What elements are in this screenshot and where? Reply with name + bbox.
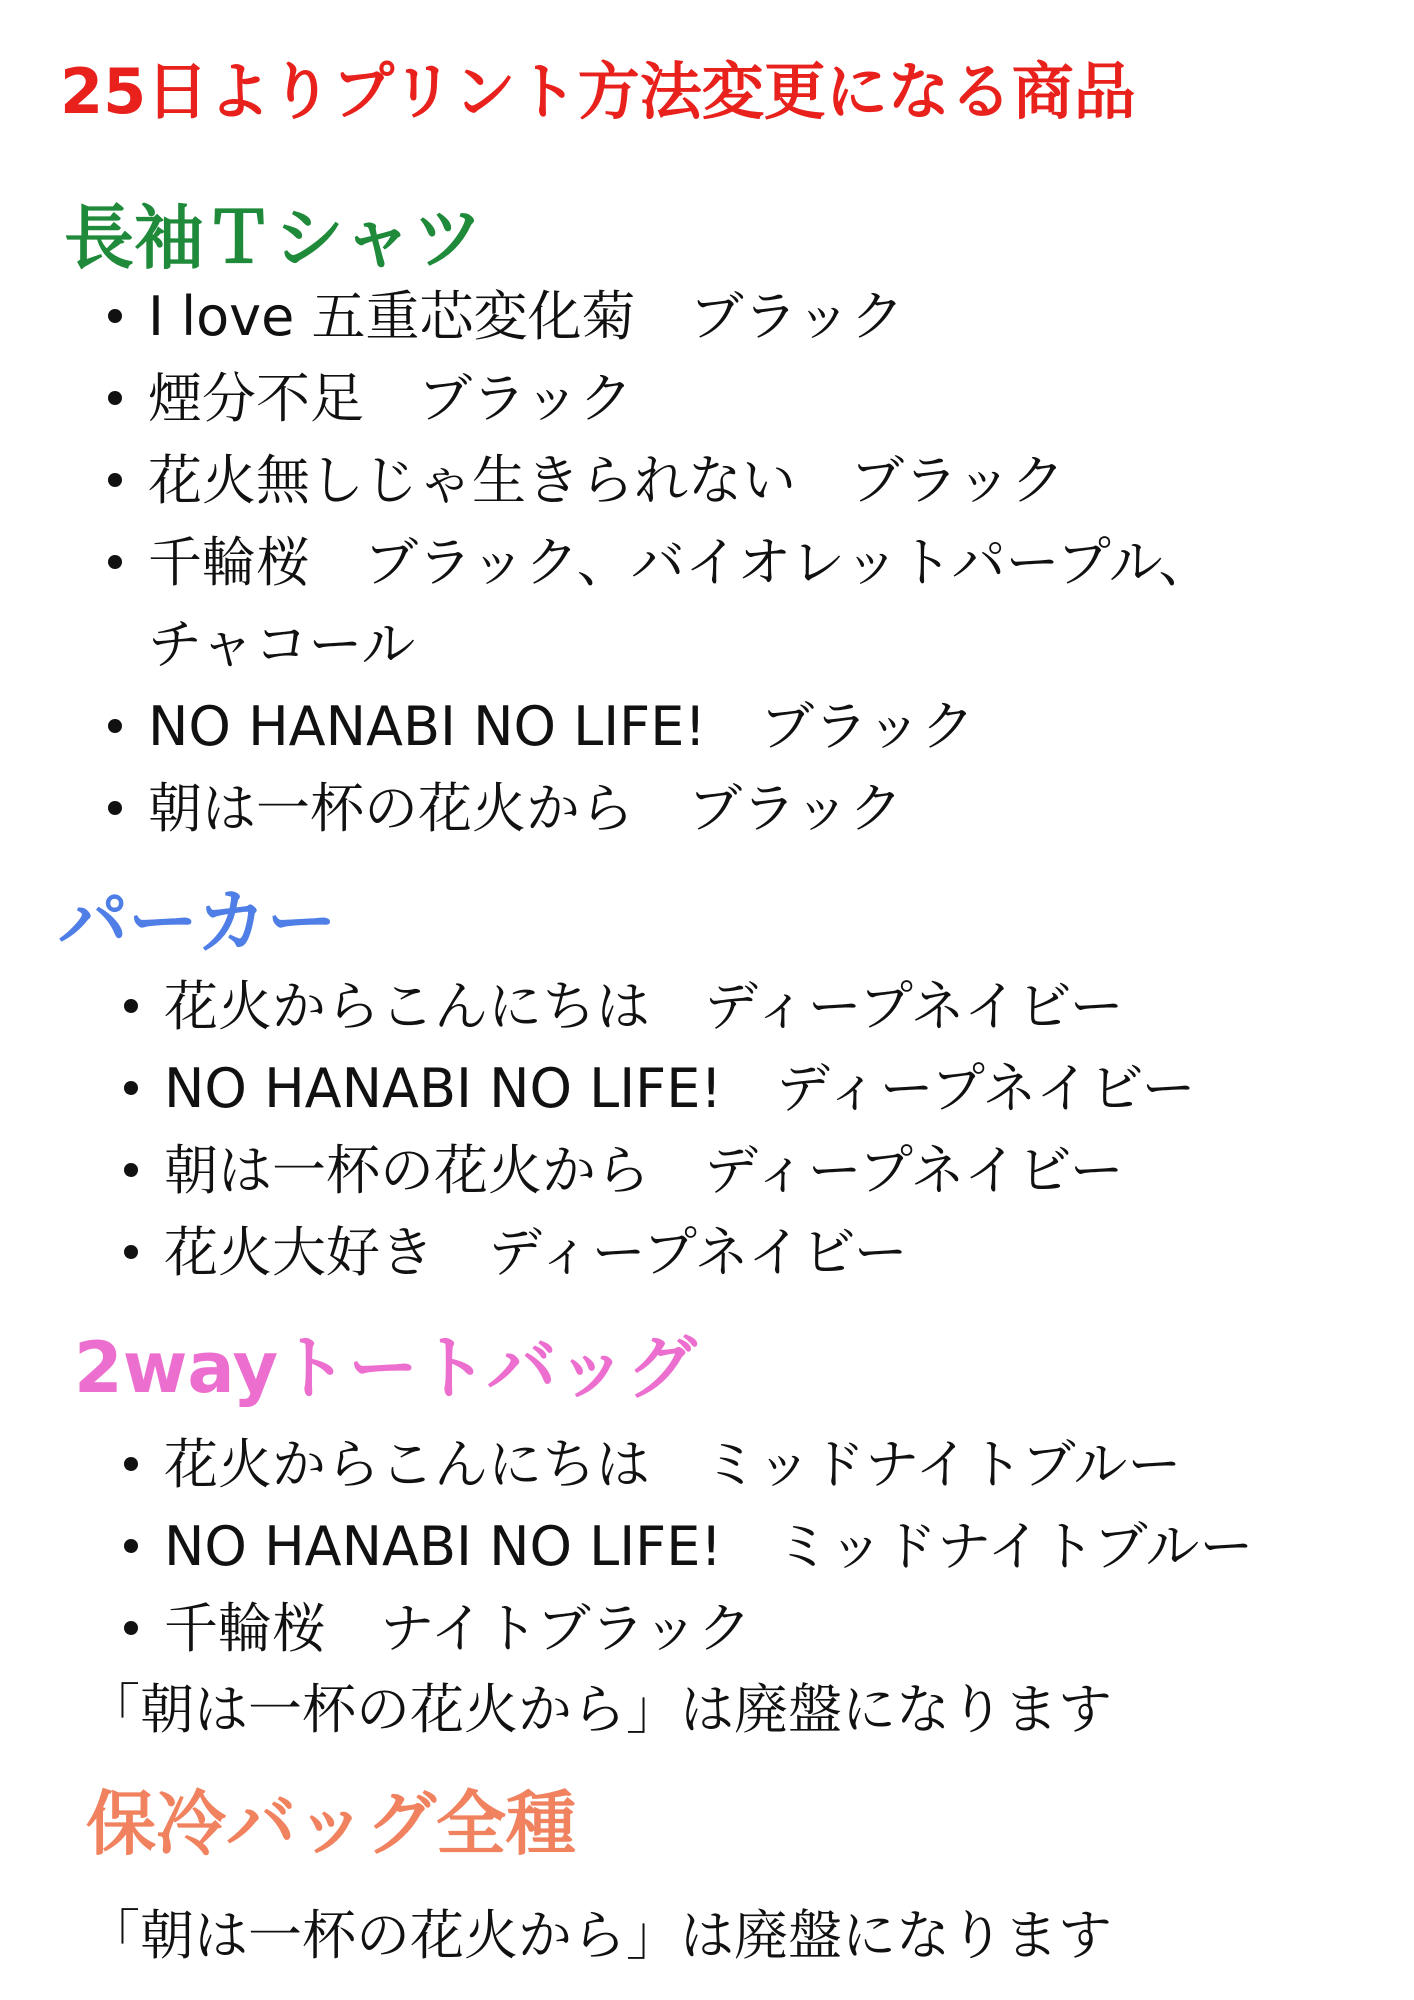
- list-item-label: 朝は一杯の花火から ディープネイビー: [164, 1139, 1124, 1202]
- page-title: 25日よりプリント方法変更になる商品: [60, 55, 1136, 128]
- list-item: [164, 1424, 1253, 1506]
- list-item: [148, 440, 1212, 522]
- bullet-icon: [124, 1163, 138, 1177]
- tote-bag-list: [164, 1424, 1253, 1670]
- list-item-label: 花火大好き ディープネイビー: [164, 1221, 908, 1284]
- list-item-label: 千輪桜 ナイトブラック: [164, 1597, 752, 1660]
- hoodie-list: [164, 966, 1196, 1294]
- list-item-label: 花火からこんにちは ミッドナイトブルー: [164, 1433, 1182, 1496]
- list-item: [148, 276, 1212, 358]
- bullet-icon: [124, 999, 138, 1013]
- list-item: [164, 1048, 1196, 1130]
- section-heading-cooler-bag: 保冷バッグ全種: [86, 1783, 576, 1865]
- bullet-icon: [124, 1621, 138, 1635]
- list-item-label: 花火からこんにちは ディープネイビー: [164, 975, 1124, 1038]
- section-heading-hoodie: パーカー: [58, 881, 337, 963]
- section-heading-tote-bag: 2wayトートバッグ: [74, 1327, 697, 1409]
- bullet-icon: [124, 1539, 138, 1553]
- list-item: [148, 358, 1212, 440]
- bullet-icon: [124, 1245, 138, 1259]
- bullet-icon: [124, 1081, 138, 1095]
- list-item: [164, 1588, 1253, 1670]
- list-item: [164, 1212, 1196, 1294]
- bullet-icon: [124, 1457, 138, 1471]
- bullet-icon: [108, 801, 122, 815]
- list-item-label: 煙分不足 ブラック: [148, 367, 633, 430]
- list-item: [164, 966, 1196, 1048]
- list-item: [164, 1506, 1253, 1588]
- cooler-bag-discontinued-note: 「朝は一杯の花火から」は廃盤になります: [86, 1904, 1112, 1967]
- list-item-label: NO HANABI NO LIFE! ブラック: [148, 695, 975, 758]
- bullet-icon: [108, 555, 122, 569]
- list-item-label: NO HANABI NO LIFE! ミッドナイトブルー: [164, 1515, 1254, 1578]
- list-item-label: 千輪桜 ブラック、バイオレットパープル、: [148, 531, 1213, 594]
- bullet-icon: [108, 391, 122, 405]
- section-heading-longsleeve-tshirt: 長袖Ｔシャツ: [64, 197, 483, 279]
- longsleeve-tshirt-list: [148, 276, 1212, 850]
- bullet-icon: [108, 719, 122, 733]
- bullet-icon: [108, 473, 122, 487]
- list-item: [148, 522, 1212, 686]
- list-item-label: 花火無しじゃ生きられない ブラック: [148, 449, 1065, 512]
- list-item: [148, 768, 1212, 850]
- list-item: [164, 1130, 1196, 1212]
- list-item-continuation: チャコール: [148, 613, 416, 676]
- tote-bag-discontinued-note: 「朝は一杯の花火から」は廃盤になります: [86, 1678, 1112, 1741]
- list-item: [148, 686, 1212, 768]
- list-item-label: I love 五重芯変化菊 ブラック: [148, 285, 905, 348]
- bullet-icon: [108, 309, 122, 323]
- list-item-label: NO HANABI NO LIFE! ディープネイビー: [164, 1057, 1196, 1120]
- list-item-label: 朝は一杯の花火から ブラック: [148, 777, 903, 840]
